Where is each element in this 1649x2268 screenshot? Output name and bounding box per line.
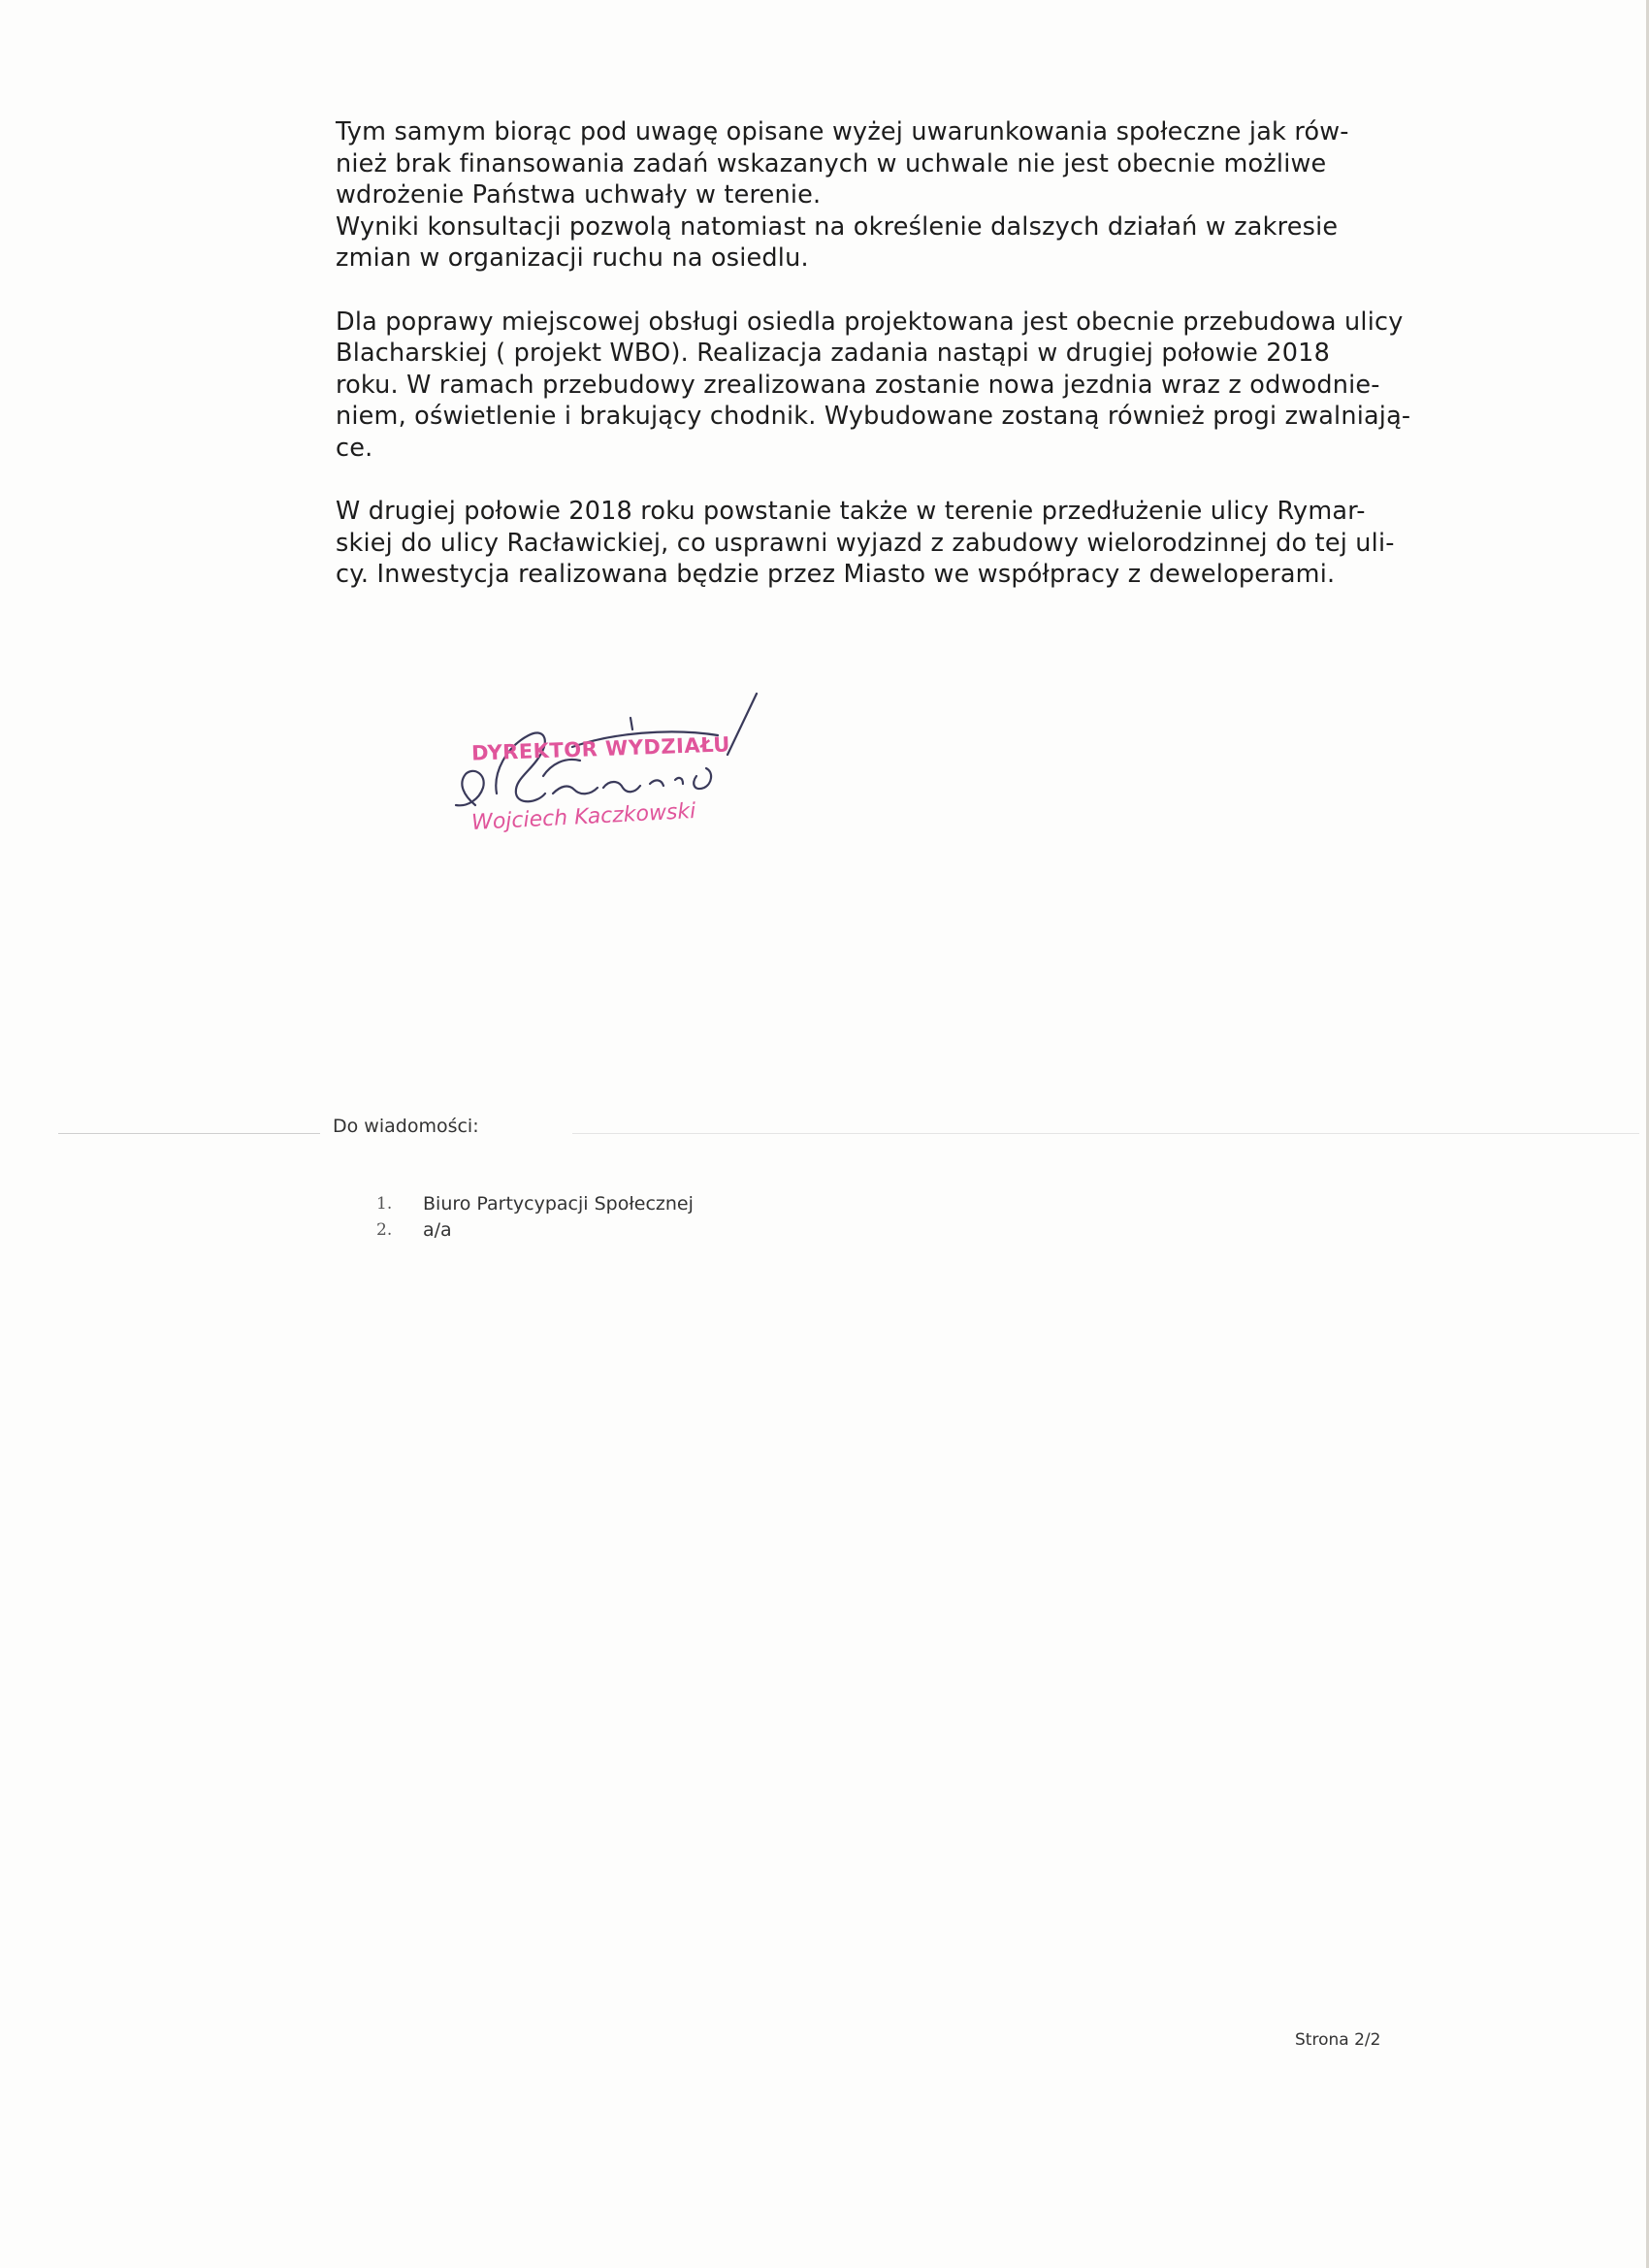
list-item-number: 1. [376, 1194, 393, 1214]
text-line: zmian w organizacji ruchu na osiedlu. [336, 243, 809, 273]
distribution-list [376, 1191, 694, 1244]
list-item [376, 1217, 694, 1244]
text-line: Dla poprawy miejscowej obsługi osiedla projektowana jest obecnie przebudowa ulicy [336, 307, 1404, 337]
paragraph-3 [336, 496, 1447, 591]
stamp-name: Wojciech Kaczkowski [470, 798, 696, 836]
text-line: wdrożenie Państwa uchwały w terenie. [336, 180, 822, 210]
text-line: nież brak finansowania zadań wskazanych w uchwale nie jest obecnie możliwe [336, 148, 1327, 178]
text-line: Blacharskiej ( projekt WBO). Realizacja zadania nastąpi w drugiej połowie 2018 [336, 339, 1331, 368]
page-number: Strona 2/2 [1295, 2030, 1381, 2050]
text-line: niem, oświetlenie i brakujący chodnik. Wybudowane zostaną również progi zwalniają- [336, 402, 1411, 431]
paragraph-2 [336, 307, 1447, 465]
list-item-text: Biuro Partycypacji Społecznej [423, 1193, 694, 1215]
notice-divider-right [572, 1133, 1639, 1134]
text-line: roku. W ramach przebudowy zrealizowana zostanie nowa jezdnia wraz z odwodnie- [336, 370, 1380, 400]
distribution-heading: Do wiadomości: [333, 1116, 479, 1137]
list-item [376, 1191, 694, 1217]
text-line: W drugiej połowie 2018 roku powstanie także w terenie przedłużenie ulicy Rymar- [336, 497, 1366, 526]
text-line: Wyniki konsultacji pozwolą natomiast na określenie dalszych działań w zakresie [336, 211, 1339, 242]
list-item-number: 2. [376, 1220, 393, 1240]
text-line: cy. Inwestycja realizowana będzie przez Miasto we współpracy z deweloperami. [336, 560, 1336, 589]
notice-divider-left [58, 1133, 320, 1134]
letter-body [336, 116, 1447, 591]
list-item-text: a/a [423, 1219, 452, 1241]
signature-block [436, 679, 805, 863]
stamp-title: DYREKTOR WYDZIAŁU [470, 732, 731, 765]
text-line: skiej do ulicy Racławickiej, co usprawni wyjazd z zabudowy wielorodzinnej do tej uli- [336, 528, 1395, 558]
text-line: ce. [336, 433, 373, 463]
handwritten-signature [436, 679, 805, 863]
text-line: Tym samym biorąc pod uwagę opisane wyżej uwarunkowania społeczne jak rów- [336, 117, 1349, 146]
paragraph-1 [336, 116, 1447, 275]
